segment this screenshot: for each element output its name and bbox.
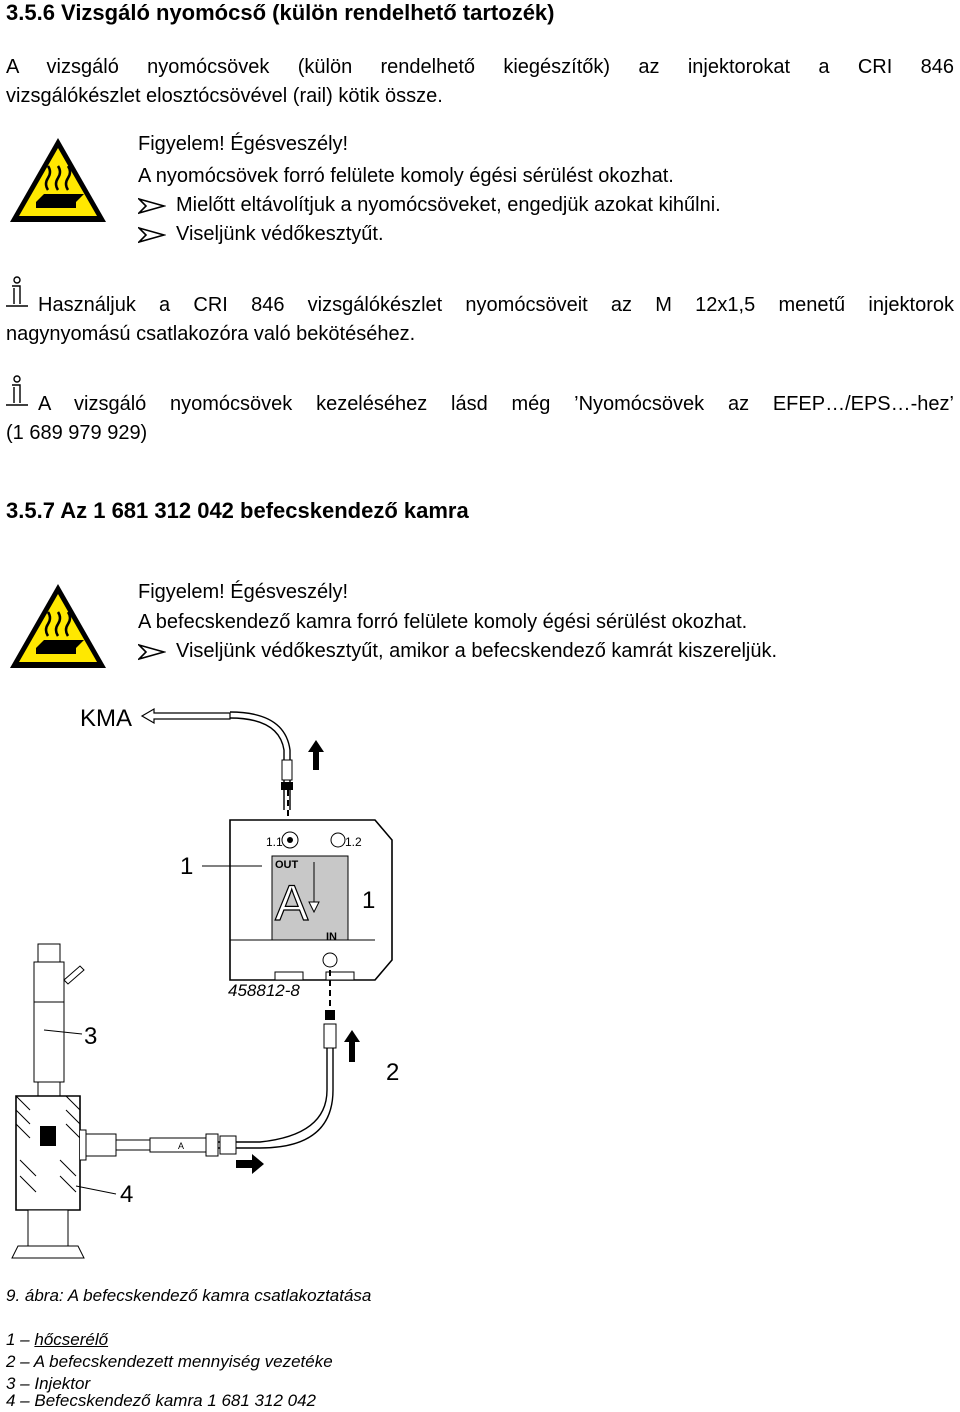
legend-text: A befecskendezett mennyiség vezetéke xyxy=(33,1352,333,1371)
bullet-text: Mielőtt eltávolítjuk a nyomócsöveket, engedjük azokat kihűlni. xyxy=(176,194,721,216)
label-big-a: A xyxy=(275,875,309,931)
section-heading-357: 3.5.7 Az 1 681 312 042 befecskendező kamra xyxy=(6,498,469,523)
legend-text: hőcserélő xyxy=(34,1330,109,1349)
label-3: 3 xyxy=(84,1023,98,1050)
legend-num: 2 – xyxy=(6,1352,34,1371)
intro-line-2: vizsgálókészlet elosztócsövével (rail) kötik össze. xyxy=(6,85,443,107)
legend-item xyxy=(6,1329,108,1351)
label-1-left: 1 xyxy=(180,853,194,880)
label-1-right: 1 xyxy=(362,887,376,914)
label-part-no: 458812-8 xyxy=(228,981,300,1000)
label-port-12: 1.2 xyxy=(345,835,362,849)
label-out: OUT xyxy=(275,859,299,871)
info-note-icon xyxy=(4,375,30,409)
legend-item xyxy=(6,1390,316,1412)
arrow-bullet-icon xyxy=(138,643,166,661)
warning-bullet-2a xyxy=(138,637,777,666)
label-kma: KMA xyxy=(80,705,133,732)
legend-num: 4 – xyxy=(6,1391,35,1410)
legend-num: 1 – xyxy=(6,1330,35,1349)
section-heading-356: 3.5.6 Vizsgáló nyomócső (külön rendelhető tartozék) xyxy=(6,0,555,25)
warning-text-1: A nyomócsövek forró felülete komoly égési sérülést okozhat. xyxy=(138,165,674,187)
warning-title-2: Figyelem! Égésveszély! xyxy=(138,581,349,603)
note1-line-2: nagynyomású csatlakozóra való bekötéséhez. xyxy=(6,323,416,345)
warning-hot-surface-icon xyxy=(6,580,110,672)
figure-caption: 9. ábra: A befecskendező kamra csatlakoztatása xyxy=(6,1286,372,1305)
label-port-11: 1.1 xyxy=(266,835,283,849)
bullet-text: Viseljünk védőkesztyűt, amikor a befecskendező kamrát kiszereljük. xyxy=(176,640,778,662)
injection-chamber-diagram xyxy=(0,690,520,1270)
note2-line-1: A vizsgáló nyomócsövek kezeléséhez lásd még ’Nyomócsövek az EFEP…/EPS…-hez’ xyxy=(38,393,954,415)
bullet-text: Viseljünk védőkesztyűt. xyxy=(176,223,384,245)
note2-line-2: (1 689 979 929) xyxy=(6,422,148,444)
legend-num: 3 – xyxy=(6,1374,35,1393)
note1-line-1: Használjuk a CRI 846 vizsgálókészlet nyomócsöveit az M 12x1,5 menetű injektorok xyxy=(38,294,954,316)
legend-text: Injektor xyxy=(34,1374,91,1393)
arrow-bullet-icon xyxy=(138,226,166,244)
label-hose-a: A xyxy=(178,1141,185,1151)
label-4: 4 xyxy=(120,1181,134,1208)
info-note-icon xyxy=(4,276,30,310)
arrow-bullet-icon xyxy=(138,197,166,215)
warning-bullet-1a xyxy=(138,191,721,220)
legend-text: Befecskendező kamra 1 681 312 042 xyxy=(34,1391,316,1410)
warning-hot-surface-icon xyxy=(6,134,110,226)
label-2: 2 xyxy=(386,1059,400,1086)
warning-text-2: A befecskendező kamra forró felülete komoly égési sérülést okozhat. xyxy=(138,611,748,633)
warning-bullet-1b xyxy=(138,220,384,249)
intro-line-1: A vizsgáló nyomócsövek (külön rendelhető kiegészítők) az injektorokat a CRI 846 xyxy=(6,56,954,78)
label-in: IN xyxy=(326,931,337,943)
warning-title-1: Figyelem! Égésveszély! xyxy=(138,133,349,155)
legend-item xyxy=(6,1351,333,1373)
